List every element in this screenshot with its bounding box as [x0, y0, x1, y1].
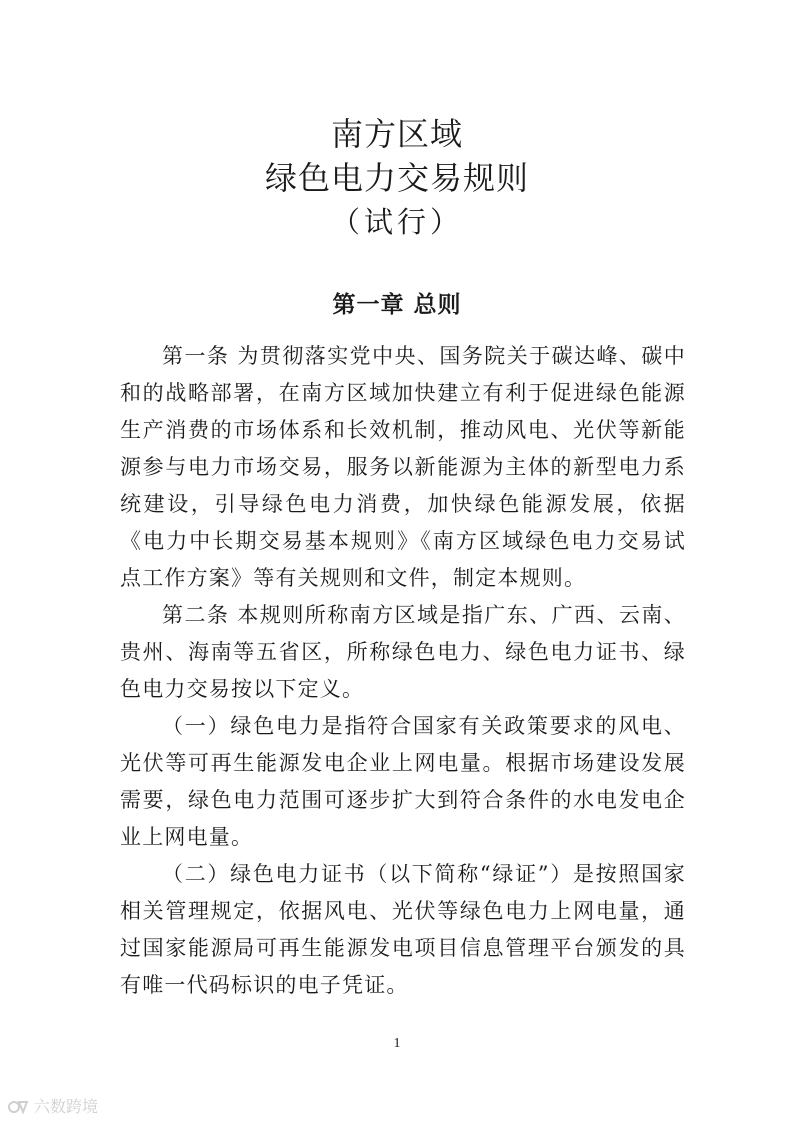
document-subtitle: （试行） — [330, 205, 463, 239]
chapter-heading: 第一章 总则 — [332, 292, 462, 318]
document-title-line-1: 南方区域 — [330, 115, 463, 153]
definition-green-certificate: （二）绿色电力证书（以下简称“绿证”）是按照国家相关管理规定，依据风电、光伏等绿色电力上网电量，通过国家能源局可再生能源发电项目信息管理平台颁发的具有唯一代码标识的电子凭证。 — [120, 862, 686, 997]
article-2-paragraph: 第二条 本规则所称南方区域是指广东、广西、云南、贵州、海南等五省区，所称绿色电力、绿色电力证书、绿色电力交易按以下定义。 — [120, 603, 686, 701]
page-number: 1 — [393, 1036, 401, 1051]
watermark — [8, 1094, 98, 1117]
definition-green-power: （一）绿色电力是指符合国家有关政策要求的风电、光伏等可再生能源发电企业上网电量。根据市场建设发展需要，绿色电力范围可逐步扩大到符合条件的水电发电企业上网电量。 — [120, 714, 686, 849]
watermark-text: 六数跨境 — [34, 1097, 99, 1116]
title-block — [0, 112, 794, 244]
article-1-paragraph: 第一条 为贯彻落实党中央、国务院关于碳达峰、碳中和的战略部署，在南方区域加快建立有利于促进绿色能源生产消费的市场体系和长效机制，推动风电、光伏等新能源参与电力市场交易，服务以新能源为主体的新型电力系统建设，引导绿色电力消费，加快绿色能源发展，依据《电力中长期交易基本规则》《南方区域绿色电力交易试点工作方案》等有关规则和文件，制定本规则。 — [120, 344, 686, 590]
document-title-line-2: 绿色电力交易规则 — [264, 159, 529, 197]
body-text — [120, 338, 686, 1004]
brand-logo-icon — [8, 1098, 30, 1114]
